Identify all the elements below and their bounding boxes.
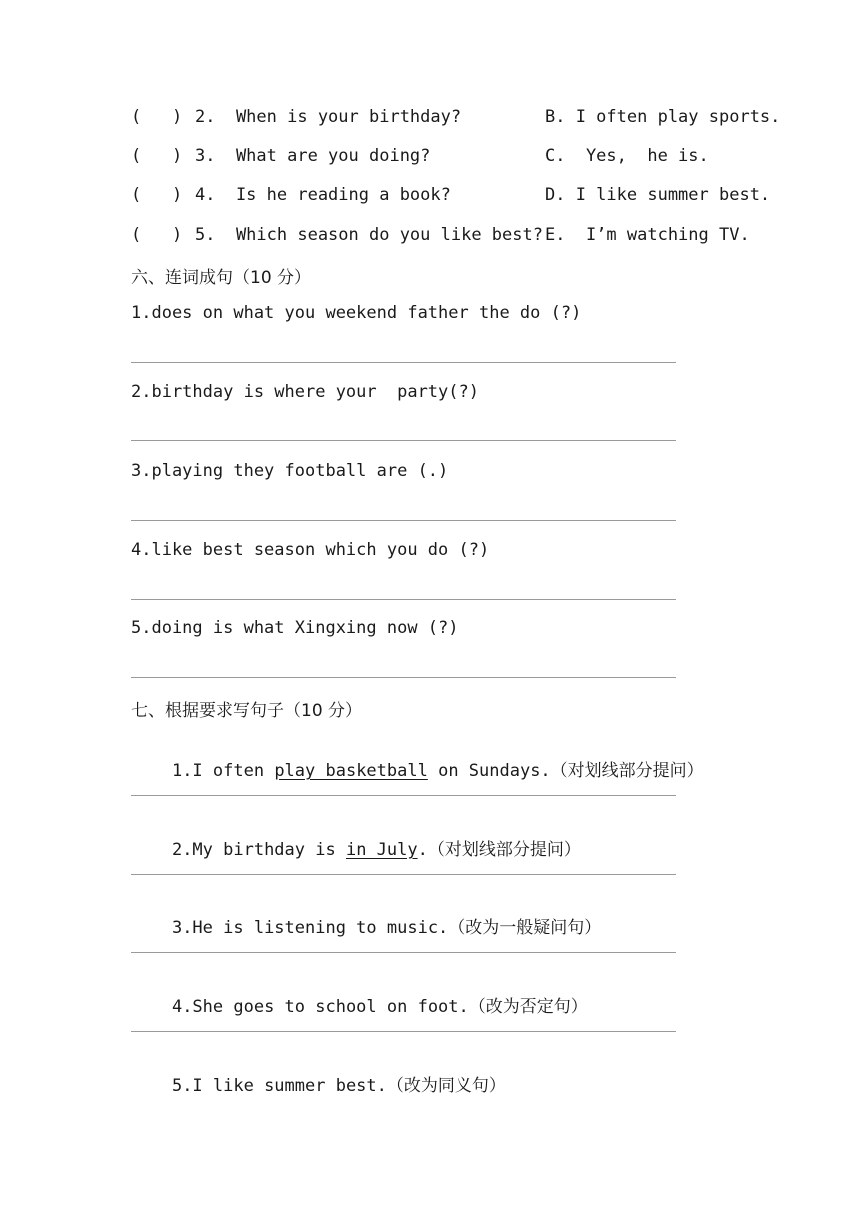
matching-item-5 bbox=[0, 225, 860, 249]
section-6-item-5: 5.doing is what Xingxing now (?) bbox=[131, 618, 459, 638]
answer-paren: ( ) bbox=[131, 185, 183, 205]
item-text: . bbox=[417, 840, 428, 860]
instruction-note: （改为否定句） bbox=[468, 997, 588, 1017]
question-text: 5. Which season do you like best? bbox=[195, 225, 543, 245]
answer-line[interactable] bbox=[131, 677, 676, 678]
section-7-item-2 bbox=[131, 815, 581, 880]
answer-line[interactable] bbox=[131, 1031, 676, 1032]
section-7-item-1 bbox=[131, 736, 704, 801]
question-text: 4. Is he reading a book? bbox=[195, 185, 451, 205]
option-text: C. Yes, he is. bbox=[545, 146, 709, 166]
section-7-item-5 bbox=[131, 1051, 506, 1116]
section-6-item-2: 2.birthday is where your party(?) bbox=[131, 382, 479, 402]
section-7-item-4 bbox=[131, 972, 588, 1037]
answer-paren: ( ) bbox=[131, 225, 183, 245]
answer-paren: ( ) bbox=[131, 146, 183, 166]
answer-line[interactable] bbox=[131, 440, 676, 441]
matching-item-4 bbox=[0, 185, 860, 209]
question-text: 3. What are you doing? bbox=[195, 146, 431, 166]
option-text: B. I often play sports. bbox=[545, 107, 781, 127]
answer-line[interactable] bbox=[131, 952, 676, 953]
instruction-note: （改为一般疑问句） bbox=[448, 918, 602, 938]
option-text: D. I like summer best. bbox=[545, 185, 771, 205]
item-text: 3.He is listening to music. bbox=[171, 918, 449, 938]
answer-line[interactable] bbox=[131, 362, 676, 363]
item-text: on Sundays. bbox=[427, 761, 551, 781]
section-7-heading: 七、根据要求写句子（10 分） bbox=[131, 701, 363, 721]
answer-line[interactable] bbox=[131, 599, 676, 600]
question-text: 2. When is your birthday? bbox=[195, 107, 462, 127]
item-text: 5.I like summer best. bbox=[171, 1076, 387, 1096]
option-text: E. I’m watching TV. bbox=[545, 225, 750, 245]
section-6-item-4: 4.like best season which you do (?) bbox=[131, 540, 490, 560]
instruction-note: （对划线部分提问） bbox=[427, 840, 581, 860]
section-7-item-3 bbox=[131, 893, 601, 958]
matching-item-3 bbox=[0, 146, 860, 170]
item-text: 1.I often bbox=[171, 761, 275, 781]
section-6-item-3: 3.playing they football are (.) bbox=[131, 461, 449, 481]
instruction-note: （改为同义句） bbox=[386, 1076, 506, 1096]
answer-line[interactable] bbox=[131, 874, 676, 875]
instruction-note: （对划线部分提问） bbox=[550, 761, 704, 781]
section-6-heading: 六、连词成句（10 分） bbox=[131, 268, 312, 288]
underlined-phrase: play basketball bbox=[274, 761, 428, 781]
item-text: 2.My birthday is bbox=[171, 840, 346, 860]
matching-item-2 bbox=[0, 107, 860, 131]
item-text: 4.She goes to school on foot. bbox=[171, 997, 469, 1017]
underlined-phrase: in July bbox=[345, 840, 418, 860]
section-6-item-1: 1.does on what you weekend father the do (?) bbox=[131, 303, 582, 323]
answer-line[interactable] bbox=[131, 520, 676, 521]
answer-paren: ( ) bbox=[131, 107, 183, 127]
answer-line[interactable] bbox=[131, 795, 676, 796]
